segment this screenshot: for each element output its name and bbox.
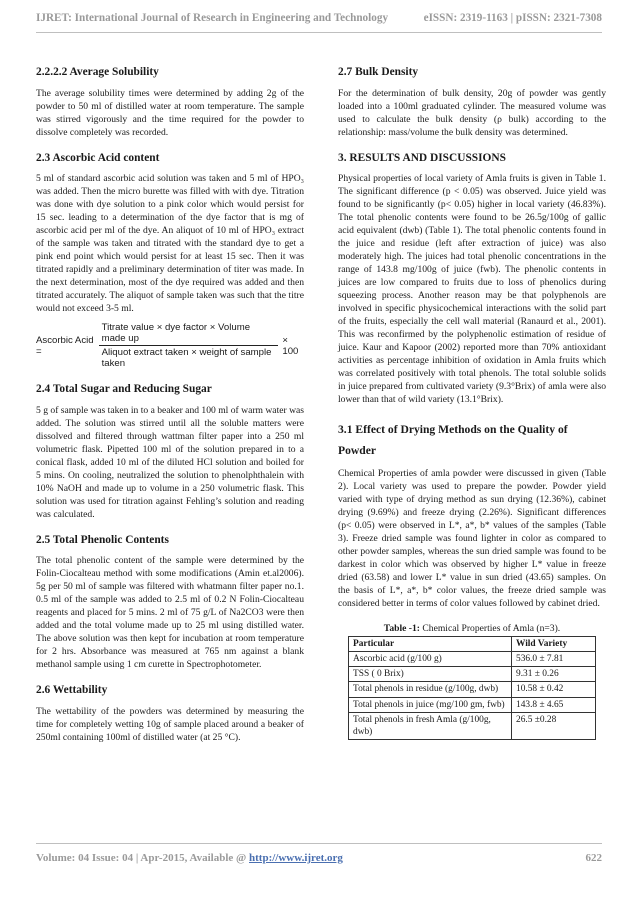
section-total-sugar-title: 2.4 Total Sugar and Reducing Sugar <box>36 383 212 396</box>
chemical-properties-table <box>348 636 596 741</box>
section-total-sugar-body: 5 g of sample was taken in to a beaker and 100 ml of warm water was added. The solution was stirred until all the soluble matters were dissolved and filtered through wattman filter paper into a 250 ml volumetric flask. Pipetted 100 ml of the solution prepared in to a conical flask, added 10 ml of the diluted HCl solution and boiled for 5 mins. On cooling, neutralized the solution to phenolphthalein with 10% NaOH and made up to volume in a 250 volumetric flask. This solution was used for titration against Fehling’s solution and reading was calculated. <box>36 404 305 520</box>
issn: eISSN: 2319-1163 | pISSN: 2321-7308 <box>423 12 602 24</box>
right-column <box>338 66 606 740</box>
table-cell: 143.8 ± 4.65 <box>512 697 596 712</box>
running-footer <box>36 852 602 864</box>
journal-title: IJRET: International Journal of Research in Engineering and Technology <box>36 12 389 24</box>
table-cell: Total phenols in residue (g/100g, dwb) <box>349 682 512 697</box>
section-average-solubility-body: The average solubility times were determined by adding 2g of the powder to 50 ml of distilled water at room temperature. The sample was stirred vigorously and the time required for the powder to dissolve completely was recorded. <box>36 87 304 138</box>
section-total-phenolic-body: The total phenolic content of the sample were determined by the Folin-Ciocalteau method with some modifications (Amin et.al2006). 5g per 50 ml of sample was filtered with whatmann filter paper no.1. 0.5 ml of the sample was added to 2.5 ml of 0.2 N Folin-Ciocalteau reagents and placed for 5 mins. 2 ml of 75 g/L of Na2CO3 were then added and the total volume made up to 25 ml using distilled water. The above solution was then kept for incubation at room temperature for 2 hrs. Absorbance was measured at 765 nm against a blank methanol sample using 1 cm curette in Spectrophotometer. <box>36 555 304 671</box>
table-cell: 26.5 ±0.28 <box>512 712 596 739</box>
table-row <box>349 712 596 739</box>
table-cell: Ascorbic acid (g/100 g) <box>349 651 512 666</box>
journal-link[interactable]: http://www.ijret.org <box>249 852 343 864</box>
table-caption-label: Table -1: <box>383 622 420 634</box>
section-results-title: 3. RESULTS AND DISCUSSIONS <box>338 151 506 164</box>
ascorbic-acid-formula <box>36 322 304 369</box>
table-row <box>349 667 596 682</box>
table-cell: 9.31 ± 0.26 <box>512 667 596 682</box>
section-total-phenolic-title: 2.5 Total Phenolic Contents <box>36 533 169 546</box>
table-cell: Total phenols in juice (mg/100 gm, fwb) <box>349 697 512 712</box>
table-cell: TSS ( 0 Brix) <box>349 667 512 682</box>
section-average-solubility-title: 2.2.2.2 Average Solubility <box>36 66 159 78</box>
table-caption-text: Chemical Properties of Amla (n=3). <box>419 622 561 634</box>
table-caption <box>338 623 606 634</box>
header-rule <box>36 32 602 33</box>
table-row <box>349 682 596 697</box>
footer-rule <box>36 843 602 844</box>
table-cell: 536.0 ± 7.81 <box>512 651 596 666</box>
section-ascorbic-acid-body: 5 ml of standard ascorbic acid solution was taken and 5 ml of HPO₃ was added. Then the micro burette was filled with with dye. Titration was done with dye solution to a pink color which would persist for 15 sec. leading to a determination of the dye factor that is mg of ascorbic acid per ml of the dye. An aliquot of 10 ml of HPO₃ extract of the sample was taken and titrated with the standard dye to get a pink end point which would persist for at least 15 sec. Then it was titrated rapidly and a preliminary determination of titer was made. In the next determination, most of the dye required was added and then titrated accurately. The aliquot of sample taken was such that the titre would not exceed 3-5 ml. <box>36 173 304 315</box>
section-bulk-density-body: For the determination of bulk density, 20g of powder was gently loaded into a 100ml graduated cylinder. The measured volume was used to calculate the bulk density (ρ bulk) according to the relationship: mass/volume the bulk density was determined. <box>338 87 606 138</box>
table-row <box>349 697 596 712</box>
table-header-cell: Wild Variety <box>512 636 596 651</box>
section-ascorbic-acid-title: 2.3 Ascorbic Acid content <box>36 151 160 164</box>
section-drying-methods-body: Chemical Properties of amla powder were discussed in given (Table 2). Local variety was used to prepare the powder. Powder yield varied with type of drying method as sun drying (12.36%), cabinet drying (9.69%) and freeze drying (2.26%). Significant differences (p< 0.05) were observed in L*, a*, b* values of the samples (Table 3). Freeze dried sample was found lighter in color as compared to other powder samples, whereas the sun dried sample was found to be darkest in color which was observed by higher L* value in freeze dried (63.58) and lower L* value in sun dried (43.65) samples. On the basis of L*, a*, b* color values, the freeze dried sample was considered better in terms of color values followed by cabinet dried. <box>338 467 606 609</box>
section-bulk-density-title: 2.7 Bulk Density <box>338 66 419 78</box>
formula-lhs: Ascorbic Acid = <box>36 334 94 357</box>
footer-issue-text: Volume: 04 Issue: 04 | Apr-2015, Available @ <box>36 852 250 864</box>
table-header-cell: Particular <box>349 636 512 651</box>
formula-denominator: Aliquot extract taken × weight of sample taken <box>101 347 272 370</box>
section-wettability-title: 2.6 Wettability <box>36 684 108 697</box>
formula-numerator: Titrate value × dye factor × Volume made up <box>99 322 279 346</box>
table-row <box>349 651 596 666</box>
table-header-row <box>349 636 596 651</box>
footer-issue <box>36 852 343 864</box>
formula-rhs: × 100 <box>282 334 299 357</box>
running-header <box>36 12 602 24</box>
section-drying-methods-title: 3.1 Effect of Drying Methods on the Quality of Powder <box>338 423 568 458</box>
table-cell: 10.58 ± 0.42 <box>512 682 596 697</box>
page-number: 622 <box>585 852 602 864</box>
section-wettability-body: The wettability of the powders was determined by measuring the time for completely wetting 10g of sample placed around a beaker of 250ml containing 100ml of distilled water (at 25 °C). <box>36 705 304 743</box>
section-results-body: Physical properties of local variety of Amla fruits is given in Table 1. The significant difference (p < 0.05) was observed. Juice yield was found to be significantly (p< 0.05) higher in local variety (46.83%). The total phenolic contents were found to be 26.5g/100g of gallic acid equivalent (dwb) (Table 1). The total phenolic contents found in the juice and residue (left after extraction of juice) was also moderately high. The juices had total phenolic concentrations in the range of 143.8 mg/100g of juice (fwb). The phenolic contents in juices are low compared to fruits due to loss of phenolics during squeezing process. Another reason may be that polyphenols are involved in specific physicochemical interactions with the solid part of the fruits, especially the cell wall material (Ranaurd et al., 2001). This was reconfirmed by the polyphenolic estimation of residue of juice. Kaur and Kapoor (2002) reported more than 70% antioxidant activities as percentage inhibition of oxidation in Amla fruits which was correlated positively with total phenols. The total soluble solids in juice prepared from cultivated variety (9.3°Brix) of amla were also lower than that of wild variety (13.1°Brix). <box>338 173 606 406</box>
table-cell: Total phenols in fresh Amla (g/100g, dwb) <box>349 712 512 739</box>
formula-fraction <box>99 322 279 369</box>
left-column <box>36 66 304 757</box>
